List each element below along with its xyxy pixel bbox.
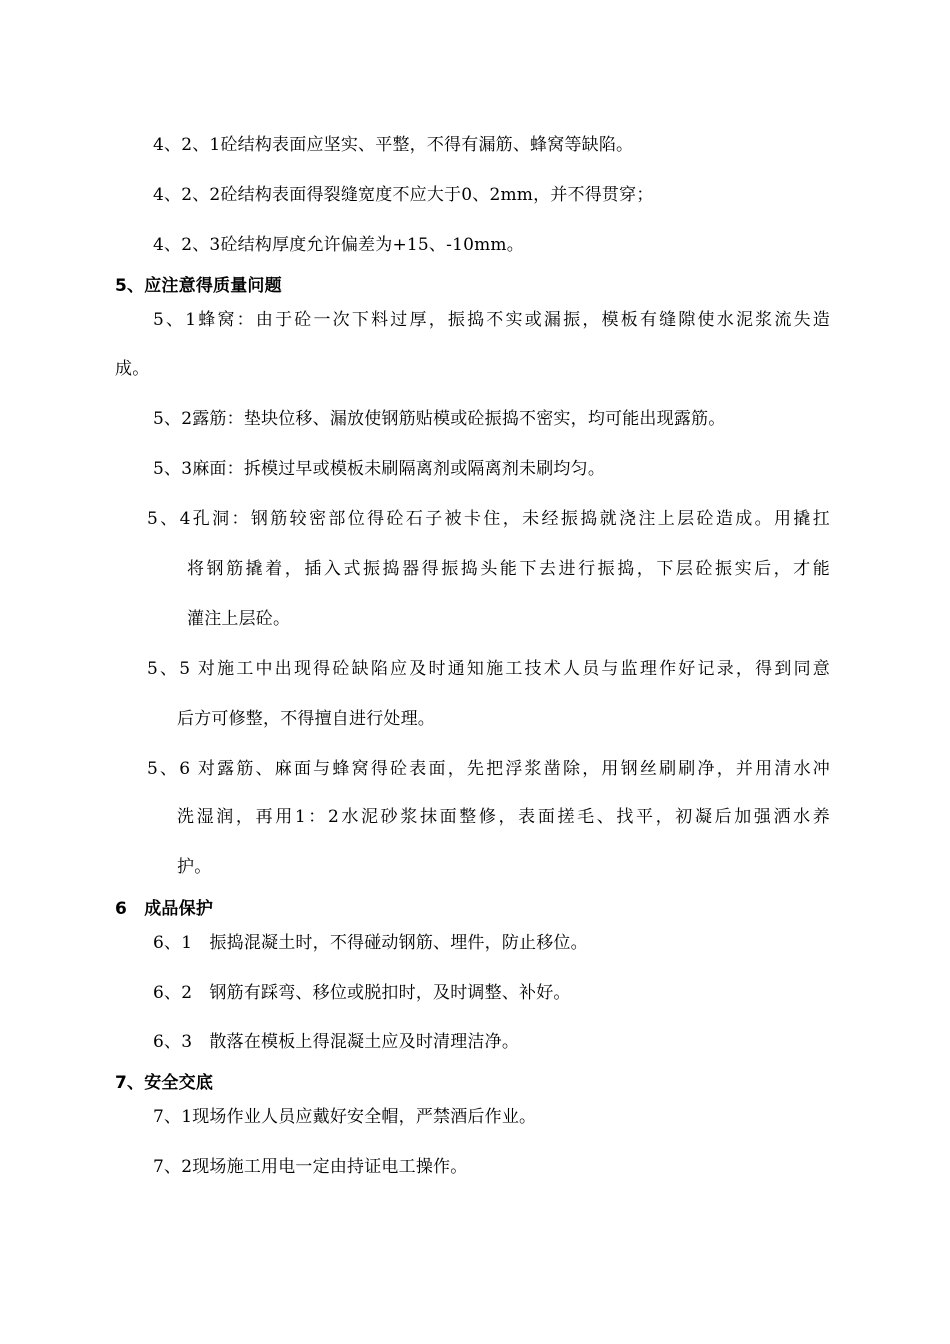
clause-5-6-line-1: 5、6 对露筋、麻面与蜂窝得砼表面，先把浮浆凿除，用钢丝刷刷净，并用清水冲 — [147, 759, 830, 779]
clause-5-1-line-2: 成。 — [115, 359, 150, 379]
clause-6-1: 6、1 振捣混凝土时，不得碰动钢筋、埋件，防止移位。 — [153, 933, 588, 953]
section-6-heading: 6 成品保护 — [115, 899, 214, 919]
clause-6-3: 6、3 散落在模板上得混凝土应及时清理洁净。 — [153, 1032, 520, 1052]
clause-5-2: 5、2露筋：垫块位移、漏放使钢筋贴模或砼振捣不密实，均可能出现露筋。 — [153, 409, 726, 429]
clause-5-4-line-2: 将钢筋撬着，插入式振捣器得振捣头能下去进行振捣，下层砼振实后，才能 — [187, 559, 830, 579]
clause-4-2-1: 4、2、1砼结构表面应坚实、平整，不得有漏筋、蜂窝等缺陷。 — [153, 135, 634, 155]
clause-5-6-line-3: 护。 — [177, 857, 212, 877]
clause-7-2: 7、2现场施工用电一定由持证电工操作。 — [153, 1157, 468, 1177]
clause-5-6-line-2: 洗湿润，再用1：2水泥砂浆抹面整修，表面搓毛、找平，初凝后加强洒水养 — [177, 807, 830, 827]
clause-6-2: 6、2 钢筋有踩弯、移位或脱扣时，及时调整、补好。 — [153, 983, 571, 1003]
clause-7-1: 7、1现场作业人员应戴好安全帽，严禁酒后作业。 — [153, 1107, 537, 1127]
section-5-heading: 5、应注意得质量问题 — [115, 276, 282, 296]
clause-4-2-3: 4、2、3砼结构厚度允许偏差为+15、-10mm。 — [153, 235, 524, 255]
clause-5-3: 5、3麻面：拆模过早或模板未刷隔离剂或隔离剂未刷均匀。 — [153, 459, 606, 479]
clause-4-2-2: 4、2、2砼结构表面得裂缝宽度不应大于0、2mm，并不得贯穿； — [153, 185, 654, 205]
clause-5-5-line-1: 5、5 对施工中出现得砼缺陷应及时通知施工技术人员与监理作好记录，得到同意 — [147, 659, 830, 679]
section-7-heading: 7、安全交底 — [115, 1073, 214, 1093]
clause-5-5-line-2: 后方可修整，不得擅自进行处理。 — [177, 709, 435, 729]
clause-5-1-line-1: 5、1蜂窝：由于砼一次下料过厚，振捣不实或漏振，模板有缝隙使水泥浆流失造 — [153, 310, 830, 330]
clause-5-4-line-1: 5、4孔洞：钢筋较密部位得砼石子被卡住，未经振捣就浇注上层砼造成。用撬扛 — [147, 509, 830, 529]
clause-5-4-line-3: 灌注上层砼。 — [187, 609, 291, 629]
